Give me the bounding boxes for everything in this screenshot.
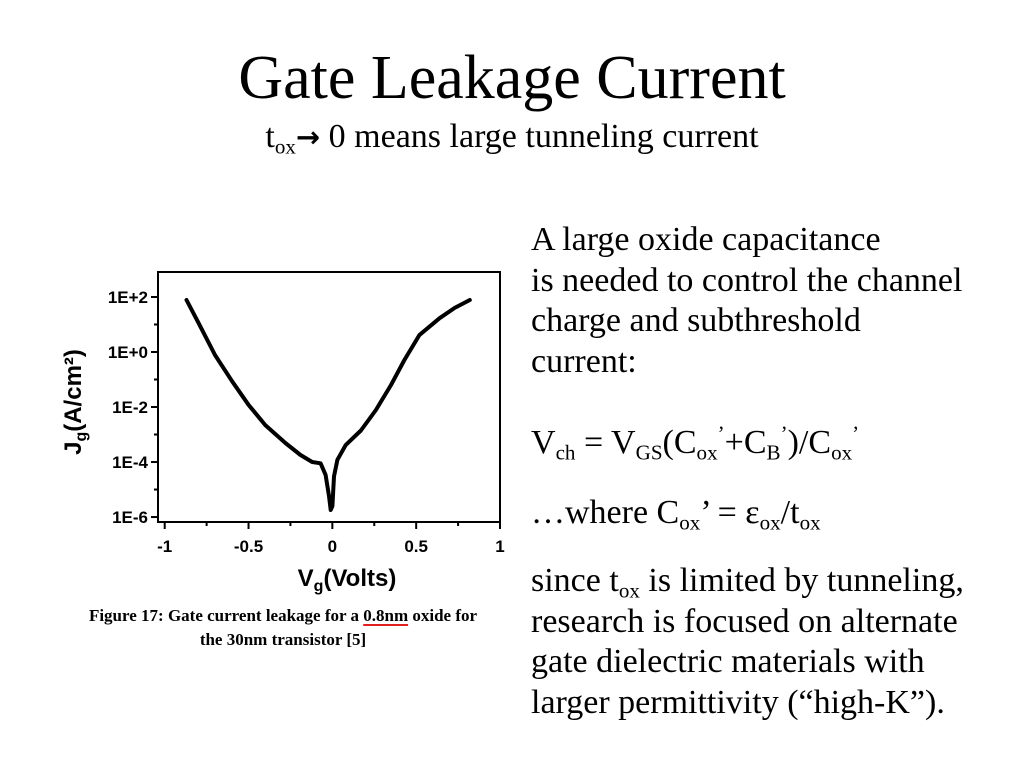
slide-title: Gate Leakage Current: [238, 44, 786, 112]
chart-marks: [108, 288, 505, 556]
y-tick-label: 1E-4: [112, 453, 148, 473]
x-axis-label-subscript: g: [313, 578, 324, 595]
right-arrow-icon: →: [295, 120, 321, 154]
where-lead: …where C: [531, 494, 680, 531]
y-tick-label: 1E-6: [112, 508, 148, 528]
intro-line: current:: [531, 342, 637, 380]
conclusion-rest: is limited by tunneling,: [639, 562, 964, 599]
y-axis-label-subscript: g: [73, 431, 90, 442]
vch-equation: [531, 423, 859, 463]
caption-highlight: 0.8nm: [363, 606, 409, 625]
eq-v: V: [531, 424, 556, 461]
caption-text-after: oxide for: [408, 606, 478, 625]
conclusion-line: [531, 561, 964, 602]
intro-line: A large oxide capacitance: [531, 221, 881, 258]
y-tick-label: 1E-2: [112, 398, 148, 418]
where-eps-subscript: ox: [759, 510, 781, 535]
eq-ox-subscript: ox: [696, 440, 718, 465]
y-tick-label: 1E+0: [107, 343, 148, 363]
x-axis-label-unit: (Volts): [323, 565, 397, 592]
slide-subtitle: [0, 116, 1024, 158]
conclusion-line: gate dielectric materials with: [531, 643, 925, 681]
figure-caption: [40, 604, 526, 652]
x-axis-label-base: V: [297, 565, 314, 592]
conclusion-ox-subscript: ox: [618, 578, 640, 603]
x-tick-label: 1: [495, 537, 505, 556]
cox-definition: [531, 493, 821, 533]
eq-b-subscript: B: [766, 440, 781, 465]
x-tick-label: -0.5: [233, 537, 264, 556]
subtitle-ox-subscript: ox: [274, 134, 296, 159]
caption-text-before: Figure 17: Gate current leakage for a: [88, 606, 364, 625]
eq-prime: ’: [717, 421, 725, 446]
eq-prime: ’: [852, 421, 860, 446]
x-tick-label: 0: [327, 537, 338, 556]
y-tick-label: 1E+2: [107, 287, 148, 307]
where-t-subscript: ox: [799, 510, 821, 535]
caption-line-2: the 30nm transistor [5]: [199, 630, 367, 649]
where-mid: ’ = ε: [700, 494, 760, 531]
eq-gs-subscript: GS: [635, 440, 663, 465]
eq-plus-c: +C: [724, 424, 767, 461]
x-tick-label: -1: [157, 537, 173, 556]
x-tick-label: 0.5: [404, 537, 428, 556]
series-line: [187, 300, 470, 510]
eq-prime: ’: [780, 421, 788, 446]
eq-close-c: )/C: [787, 424, 832, 461]
y-axis-label-base: J: [60, 441, 87, 455]
caption-line-1: [40, 604, 526, 628]
x-axis-label: [298, 565, 397, 595]
eq-equals-v: = V: [575, 424, 636, 461]
conclusion-paragraph: [531, 561, 964, 724]
gate-current-chart: [0, 240, 520, 600]
eq-open-c: (C: [662, 424, 697, 461]
where-slash-t: /t: [780, 494, 800, 531]
conclusion-lead: since t: [531, 562, 619, 599]
eq-ch-subscript: ch: [555, 440, 576, 465]
subtitle-t: t: [265, 118, 275, 155]
intro-line: is needed to control the channel: [531, 261, 963, 299]
intro-line: charge and subthreshold: [531, 302, 861, 339]
y-axis-label-unit: (A/cm²): [60, 349, 87, 432]
conclusion-line: larger permittivity (“high-K”).: [531, 684, 945, 722]
where-ox-subscript: ox: [679, 510, 701, 535]
eq-ox-subscript: ox: [831, 440, 853, 465]
conclusion-line: research is focused on alternate: [531, 602, 958, 640]
subtitle-text: 0 means large tunneling current: [320, 118, 759, 155]
y-axis-label: [60, 349, 90, 455]
intro-paragraph: [531, 220, 962, 382]
